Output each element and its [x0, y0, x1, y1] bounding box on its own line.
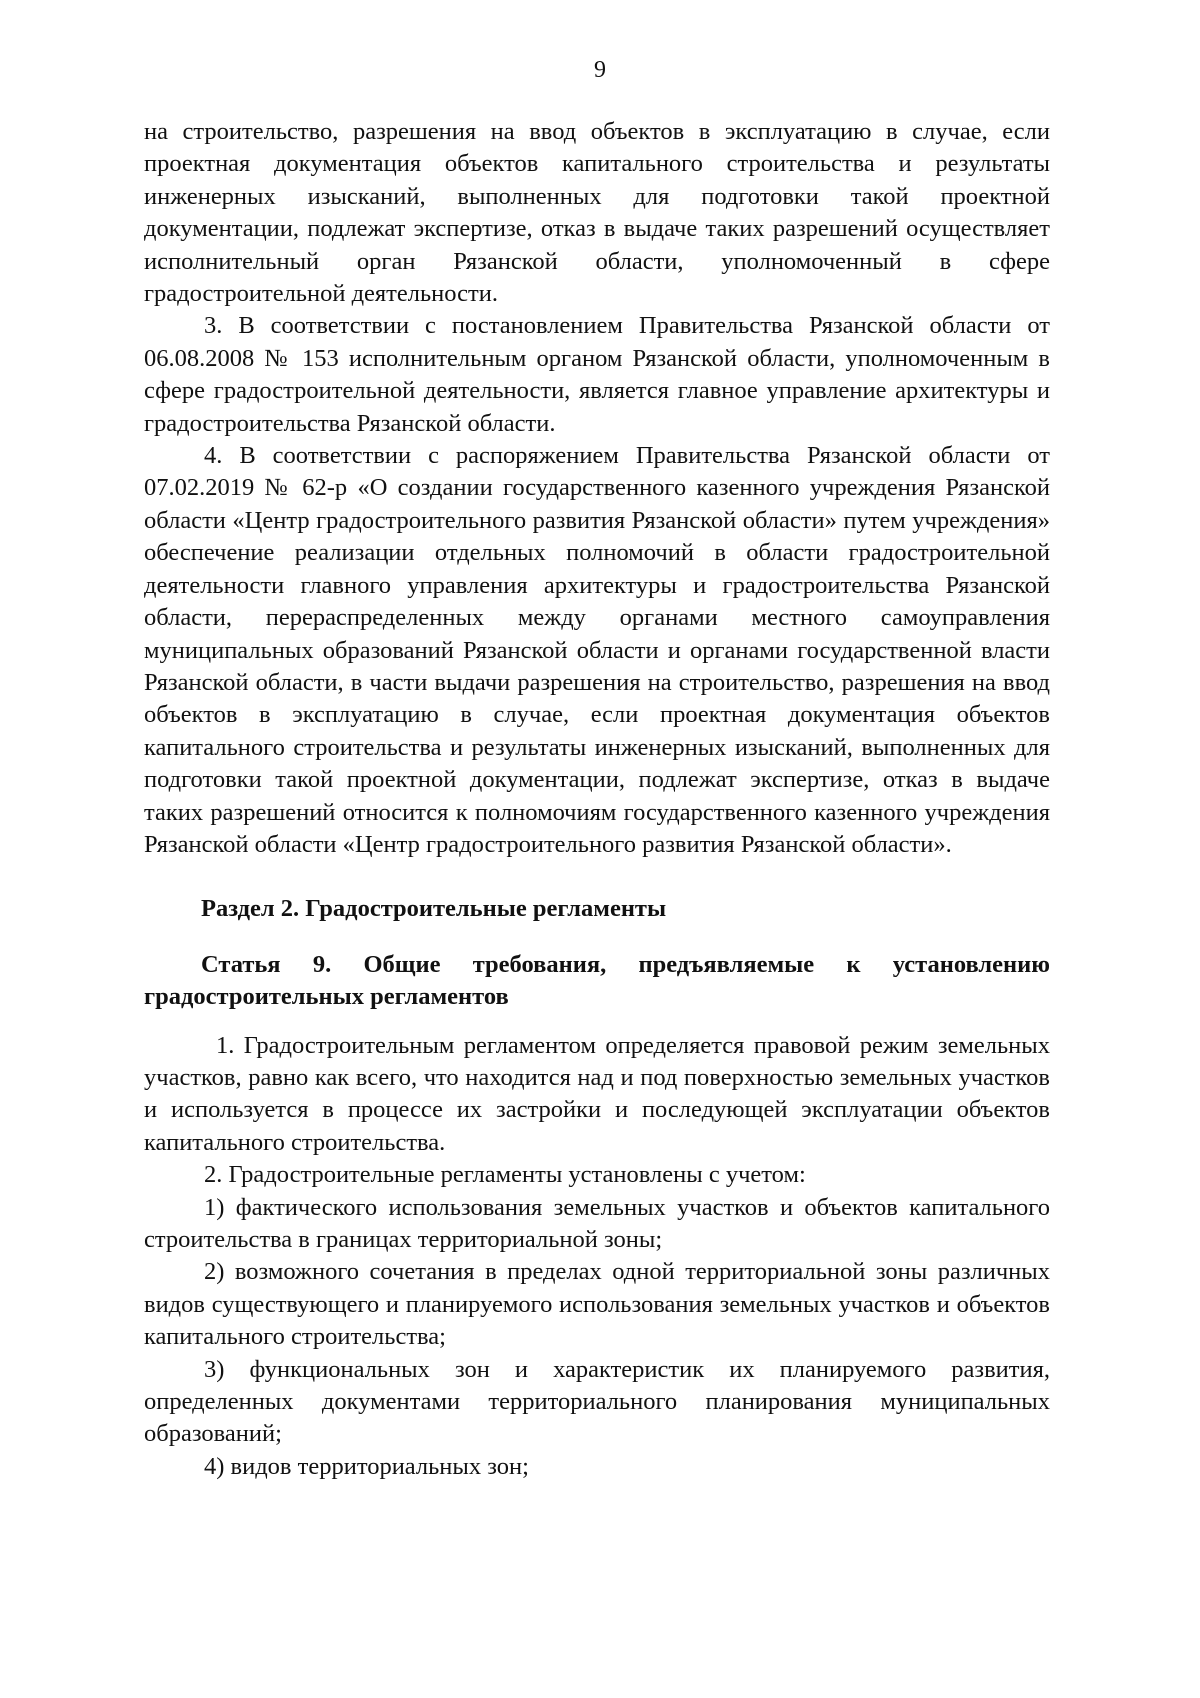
article-subitem-4: 4) видов территориальных зон;	[204, 1452, 529, 1480]
section-heading: Раздел 2. Градостроительные регламенты	[201, 895, 667, 923]
document-body	[144, 116, 1050, 1483]
article-subitem-3: 3) функциональных зон и характеристик их планируемого развития, определенных документами территориального планирования муниципальных образований;	[144, 1355, 1050, 1448]
article-paragraph-2: 2. Градостроительные регламенты установлены с учетом:	[204, 1161, 806, 1189]
page-number: 9	[594, 57, 606, 83]
article-subitem-1: 1) фактического использования земельных участков и объектов капитального строительства в границах территориальной зоны;	[144, 1193, 1050, 1253]
paragraph-item-4: 4. В соответствии с распоряжением Правительства Рязанской области от 07.02.2019 № 62-р «О создании государственного казенного учреждения Рязанской области «Центр градостроительного развития Рязанской области» путем учреждения» обеспечение реализации отдельных полномочий в области градостроительной деятельности главного управления архитектуры и градостроительства Рязанской области, перераспределенных между органами местного самоуправления муниципальных образований Рязанской области и органами государственной власти Рязанской области, в части выдачи разрешения на строительство, разрешения на ввод объектов в эксплуатацию в случае, если проектная документация объектов капитального строительства и результаты инженерных изысканий, выполненных для подготовки такой проектной документации, подлежат экспертизе, отказ в выдаче таких разрешений относится к полномочиям государственного казенного учреждения Рязанской области «Центр градостроительного развития Рязанской области».	[144, 442, 1050, 858]
article-paragraph-1: 1. Градостроительным регламентом определяется правовой режим земельных участков, равно как всего, что находится над и под поверхностью земельных участков и используется в процессе их застройки и последующей эксплуатации объектов капитального строительства.	[144, 1031, 1050, 1156]
article-heading: Статья 9. Общие требования, предъявляемые к установлению градостроительных регламентов	[144, 950, 1050, 1011]
paragraph-continuation: на строительство, разрешения на ввод объектов в эксплуатацию в случае, если проектная документация объектов капитального строительства и результаты инженерных изысканий, выполненных для подготовки такой проектной документации, подлежат экспертизе, отказ в выдаче таких разрешений осуществляет исполнительный орган Рязанской области, уполномоченный в сфере градостроительной деятельности.	[144, 118, 1050, 308]
article-subitem-2: 2) возможного сочетания в пределах одной территориальной зоны различных видов существующего и планируемого использования земельных участков и объектов капитального строительства;	[144, 1258, 1050, 1351]
paragraph-item-3: 3. В соответствии с постановлением Правительства Рязанской области от 06.08.2008 № 153 исполнительным органом Рязанской области, уполномоченным в сфере градостроительной деятельности, является главное управление архитектуры и градостроительства Рязанской области.	[144, 312, 1050, 437]
